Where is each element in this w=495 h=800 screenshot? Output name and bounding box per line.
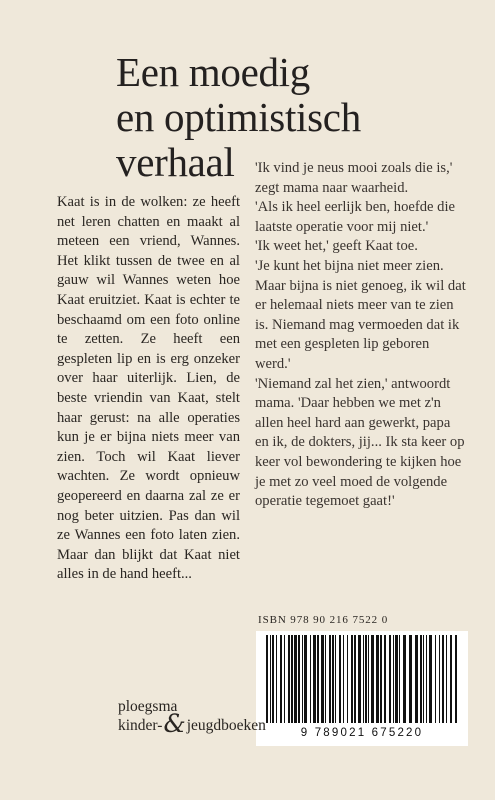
barcode-digits: 9 789021 675220 [300,727,424,739]
publisher-logo [118,698,266,736]
excerpt-paragraph: 'Je kunt het bijna niet meer zien. Maar bijna is niet genoeg, ik wil dat er helemaal niets meer van te zien is. Niemand mag vermoeden dat ik met een gespleten lip geboren werd.' [255,257,466,372]
imprint-start: kinder- [118,717,163,734]
title-line-2: en optimistisch [116,94,361,140]
barcode-bars-icon [260,635,464,725]
excerpt-paragraph: 'Ik vind je neus mooi zoals die is,' zegt mama naar waarheid. [255,160,453,196]
barcode [256,631,468,746]
publisher-imprint [118,709,266,738]
excerpt-paragraph: 'Niemand zal het zien,' antwoordt mama. 'Daar hebben we met z'n allen heel hard aan gewerkt, papa en ik, de dokters, jij... Ik sta keer op keer vol bewondering te kijken hoe je met zo veel moed de volgende operatie tegemoet gaat!' [255,375,465,510]
imprint-end: jeugdboeken [186,717,266,734]
excerpt-paragraph: 'Als ik heel eerlijk ben, hoefde die laatste operatie voor mij niet.' [255,199,455,235]
blurb-text: Kaat is in de wolken: ze heeft net leren chatten en maakt al meteen een vriend, Wannes. Het klikt tussen de twee en al gauw wil Wannes weten hoe Kaat eruitziet. Kaat is echter te beschaamd om een foto online te zetten. Ze heeft een gespleten lip en is erg onzeker over haar uiterlijk. Lien, de beste vriendin van Kaat, stelt haar gerust: na alle operaties kun je er bijna niets meer van zien. Toch wil Kaat liever wachten. Ze wordt opnieuw geopereerd en daarna zal ze er nog beter uitzien. Pas dan wil ze Wannes een foto laten zien. Maar dan blijkt dat Kaat niet alles in de hand heeft... [57,194,240,583]
isbn-label: ISBN 978 90 216 7522 0 [258,614,389,626]
ampersand-icon: & [163,709,186,738]
excerpt-paragraph: 'Ik weet het,' geeft Kaat toe. [255,238,418,255]
publisher-name: ploegsma [118,698,178,715]
title-line-1: Een moedig [116,49,310,95]
excerpt-text [255,159,467,512]
title-line-3: verhaal [116,139,235,185]
